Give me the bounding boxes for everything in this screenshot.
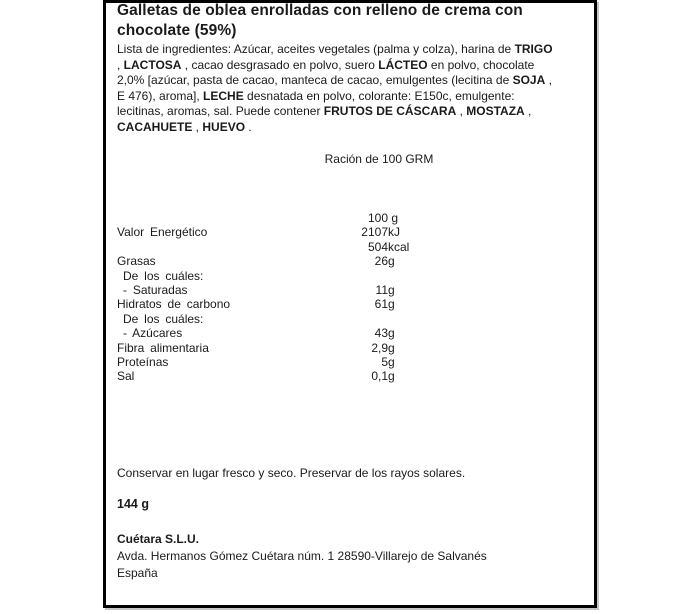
nutrient-label: Grasas <box>117 254 156 269</box>
nutrition-row <box>106 269 594 283</box>
nutrient-label: Valor Energético <box>117 225 208 240</box>
nutrient-label: Hidratos de carbono <box>117 297 231 312</box>
nutrient-value-unit: g <box>388 211 399 225</box>
allergen-bold-text: LACTOSA <box>123 57 182 72</box>
nutrition-row <box>106 254 594 268</box>
nutrition-row <box>106 211 594 225</box>
product-label-box <box>103 0 597 608</box>
nutrient-value-unit: g <box>388 326 395 341</box>
nutrient-value-number: 2107 <box>361 225 388 240</box>
nutrition-table <box>106 211 594 384</box>
nutrient-label: Proteínas <box>117 354 169 369</box>
ingredients-paragraph <box>117 42 594 135</box>
serving-size-header: Ración de 100 GRM <box>324 152 434 166</box>
ingredients-text: desnatada en polvo, colorante: E150c, emulgente: <box>243 88 515 103</box>
ingredients-text: , cacao desgrasado en polvo, suero <box>181 57 379 72</box>
ingredients-text: Lista de ingredientes: Azúcar, aceites vegetales (palma y colza), harina de <box>117 42 515 56</box>
manufacturer-block <box>117 531 594 582</box>
nutrient-value-unit: kJ <box>388 225 400 240</box>
nutrient-value-number: 5 <box>381 354 388 369</box>
allergen-bold-text: HUEVO <box>202 119 246 134</box>
allergen-bold-text: LÁCTEO <box>378 57 428 72</box>
nutrient-value-number: 61 <box>374 297 388 312</box>
manufacturer-name: Cuétara S.L.U. <box>117 532 200 546</box>
allergen-bold-text: LECHE <box>203 88 244 103</box>
nutrition-row <box>106 326 594 340</box>
nutrient-value-number: 11 <box>375 282 388 297</box>
ingredients-text: , <box>545 73 552 87</box>
net-weight: 144 g <box>117 497 149 511</box>
manufacturer-country: España <box>117 566 158 580</box>
nutrient-value-unit: g <box>388 369 395 384</box>
nutrition-row <box>106 312 594 326</box>
storage-note: Conservar en lugar fresco y seco. Preservar de los rayos solares. <box>117 466 466 480</box>
nutrient-value-unit: kcal <box>388 239 410 254</box>
nutrition-row <box>106 283 594 297</box>
allergen-bold-text: MOSTAZA <box>466 104 525 118</box>
nutrient-value-number: 2,9 <box>371 340 388 355</box>
nutrient-value-unit: g <box>388 282 395 297</box>
nutrient-value-unit: g <box>388 254 395 269</box>
ingredients-text: , <box>456 104 467 118</box>
nutrition-row <box>106 341 594 355</box>
ingredients-line <box>117 89 594 105</box>
nutrient-value-unit: g <box>388 297 395 312</box>
nutrition-row <box>106 297 594 311</box>
allergen-bold-text: FRUTOS DE CÁSCARA <box>323 104 457 118</box>
ingredients-line <box>117 120 594 136</box>
ingredients-line <box>117 42 594 58</box>
nutrient-value-number: 43 <box>374 326 388 341</box>
nutrient-label: De los cuáles: <box>123 311 204 326</box>
ingredients-text: , <box>117 57 124 72</box>
ingredients-text: , <box>524 104 532 118</box>
nutrient-value-number: 0,1 <box>371 369 388 384</box>
ingredients-text: en polvo, chocolate <box>427 57 535 72</box>
nutrition-row <box>106 355 594 369</box>
allergen-bold-text: TRIGO <box>514 42 553 56</box>
ingredients-line <box>117 73 594 89</box>
ingredients-line <box>117 58 594 74</box>
ingredients-text: . <box>245 119 252 134</box>
ingredients-text: 2,0% [azúcar, pasta de cacao, manteca de cacao, emulgentes (lecitina de <box>117 73 513 87</box>
nutrient-label: - Azúcares <box>123 326 183 341</box>
nutrient-label: Fibra alimentaria <box>117 340 209 355</box>
ingredients-text: E 476), aroma], <box>117 88 204 103</box>
nutrient-value-unit: g <box>388 340 395 355</box>
nutrient-value-unit: g <box>388 354 395 369</box>
nutrition-row <box>106 225 594 239</box>
allergen-bold-text: SOJA <box>512 73 546 87</box>
product-title: Galletas de oblea enrolladas con relleno de crema con chocolate (59%) <box>117 2 523 39</box>
nutrition-row <box>106 240 594 254</box>
nutrition-row <box>106 369 594 383</box>
ingredients-text: lecitinas, aromas, sal. Puede contener <box>117 104 324 118</box>
manufacturer-address: Avda. Hermanos Gómez Cuétara núm. 1 28590-Villarejo de Salvanés <box>117 549 487 563</box>
nutrient-label: De los cuáles: <box>123 268 204 283</box>
ingredients-text: , <box>192 119 203 134</box>
ingredients-line <box>117 104 594 120</box>
nutrient-label: Sal <box>117 369 135 384</box>
allergen-bold-text: CACAHUETE <box>117 119 193 134</box>
nutrient-value-number: 504 <box>367 239 388 254</box>
nutrient-value-number: 26 <box>374 254 388 269</box>
nutrient-label: - Saturadas <box>123 282 188 297</box>
nutrient-value-number: 100 <box>367 211 388 225</box>
